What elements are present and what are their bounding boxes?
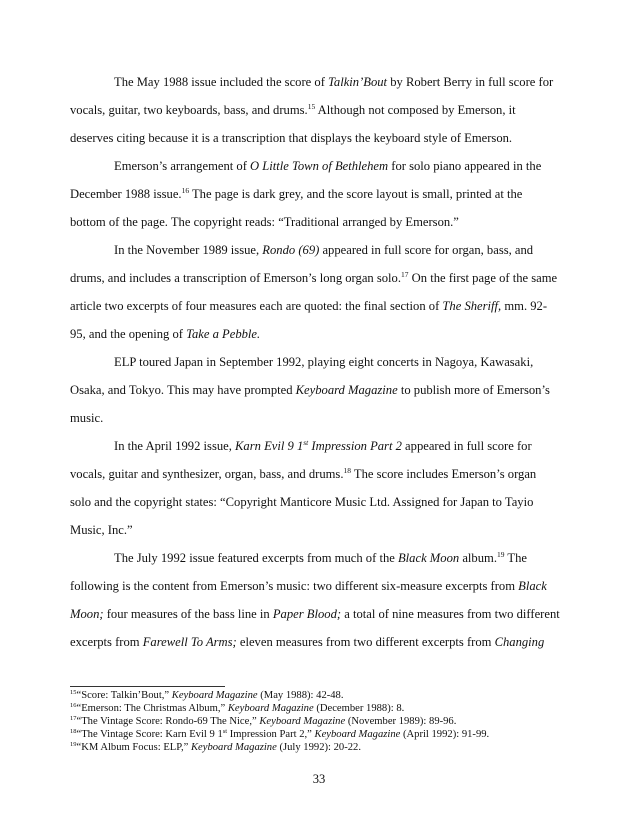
paragraph-5-line-2: vocals, guitar and synthesizer, organ, bass, and drums.$^{18}$ The score includes Emerson’s organ (70, 466, 537, 481)
paragraph-6-line-3: Moon; four measures of the bass line in Paper Blood; a total of nine measures from two different (70, 607, 560, 621)
paragraph-1-line-3: deserves citing because it is a transcription that displays the keyboard style of Emerson. (70, 131, 513, 145)
paragraph-5-line-1: In the April 1992 issue, Karn Evil 9 1st Impression Part 2 appeared in full score for (114, 438, 532, 453)
paragraph-4-line-3: music. (70, 411, 104, 425)
footnote-18: $^{18}$“The Vintage Score: Karn Evil 9 1st Impression Part 2,” Keyboard Magazine (April 1992): 91-99. (70, 728, 490, 740)
paragraph-2-line-3: bottom of the page. The copyright reads: “Traditional arranged by Emerson.” (70, 215, 459, 229)
paragraph-3-line-4: 95, and the opening of Take a Pebble. (70, 327, 261, 341)
paragraph-5-line-4: Music, Inc.” (70, 523, 133, 537)
paragraph-6-line-2: following is the content from Emerson’s music: two different six-measure excerpts from Black (70, 579, 547, 593)
paragraph-3-line-2: drums, and includes a transcription of Emerson’s long organ solo.$^{17}$ On the first page of the same (70, 270, 558, 285)
paragraph-6-line-4: excerpts from Farewell To Arms; eleven measures from two different excerpts from Changing (70, 635, 545, 649)
footnote-ref-16: 16 (181, 186, 190, 195)
paragraph-2-line-2: December 1988 issue.$^{16}$ The page is dark grey, and the score layout is small, printed at the (70, 186, 523, 201)
paragraph-1-line-2: vocals, guitar, two keyboards, bass, and drums.$^{15}$ Although not composed by Emerson, it (70, 102, 516, 117)
paragraph-5-line-3: solo and the copyright states: “Copyright Manticore Music Ltd. Assigned for Japan to Tayio (70, 495, 534, 509)
paragraph-2-line-1: Emerson’s arrangement of O Little Town of Bethlehem for solo piano appeared in the (114, 159, 542, 173)
page-number: 33 (312, 772, 326, 786)
footnote-separator (70, 686, 225, 687)
footnote-19: $^{19}$“KM Album Focus: ELP,” Keyboard Magazine (July 1992): 20-22. (70, 741, 361, 753)
footnote-ref-15: 15 (307, 102, 316, 111)
paragraph-3-line-3: article two excerpts of four measures each are quoted: the final section of The Sheriff, mm. 92- (70, 299, 548, 313)
footnote-ref-19: 19 (496, 550, 505, 559)
footnote-17: $^{17}$“The Vintage Score: Rondo-69 The Nice,” Keyboard Magazine (November 1989): 89-96. (70, 715, 457, 727)
paragraph-6-line-1: The July 1992 issue featured excerpts from much of the Black Moon album.$^{19}$ The (114, 550, 527, 565)
paragraph-3-line-1: In the November 1989 issue, Rondo (69) appeared in full score for organ, bass, and (114, 243, 534, 257)
paragraph-1-line-1: The May 1988 issue included the score of Talkin’Bout by Robert Berry in full score for (114, 75, 554, 89)
paragraph-4-line-2: Osaka, and Tokyo. This may have prompted Keyboard Magazine to publish more of Emerson’s (70, 383, 550, 397)
footnote-16: $^{16}$“Emerson: The Christmas Album,” Keyboard Magazine (December 1988): 8. (70, 702, 405, 714)
footnote-ref-18: 18 (343, 466, 351, 475)
footnote-ref-17: 17 (401, 270, 409, 279)
footnote-15: $^{15}$“Score: Talkin’Bout,” Keyboard Magazine (May 1988): 42-48. (70, 689, 344, 701)
paragraph-4-line-1: ELP toured Japan in September 1992, playing eight concerts in Nagoya, Kawasaki, (114, 355, 534, 369)
